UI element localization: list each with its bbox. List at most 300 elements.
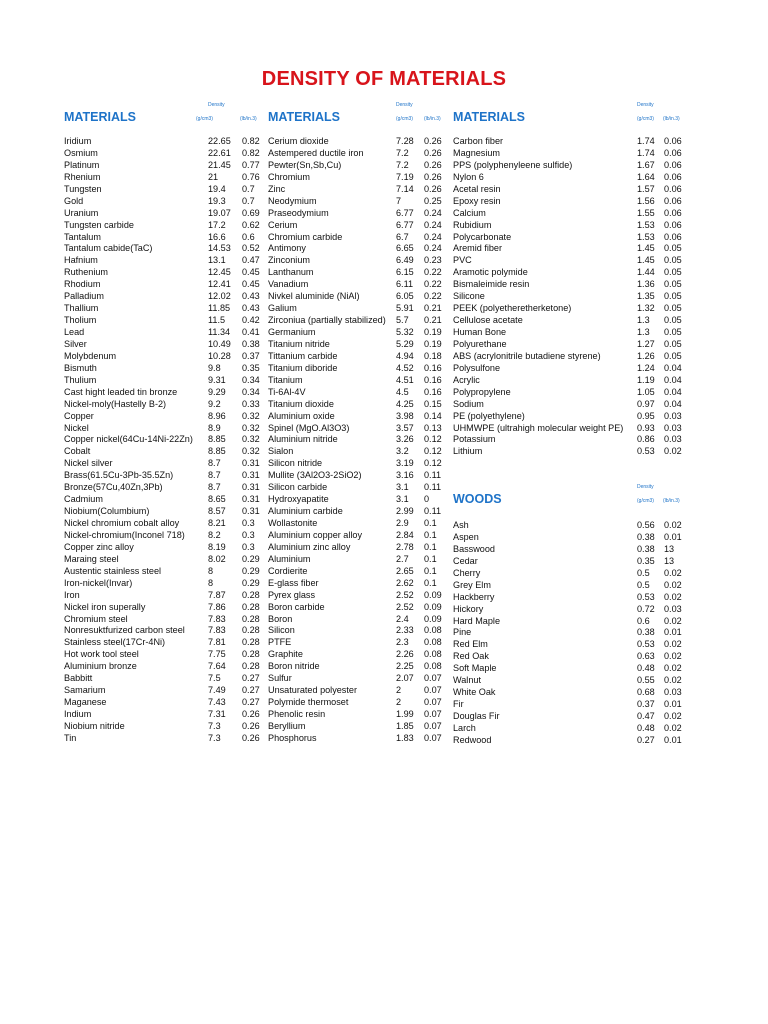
density-lbin3: 0.12 [424,458,442,469]
density-gcm3: 5.32 [396,327,414,337]
material-name: Polysulfone [453,362,501,373]
material-name: PEEK (polyetheretherketone) [453,303,572,314]
material-name: Basswood [453,543,495,554]
density-lbin3: 0.09 [424,613,442,624]
density-gcm3: 7.31 [208,709,226,719]
material-name: Aluminium copper alloy [268,529,363,540]
density-gcm3: 12.02 [208,291,231,302]
density-gcm3: 19.3 [208,195,226,206]
density-gcm3: 3.26 [396,434,414,445]
density-gcm3: 1.74 [637,147,655,158]
density-gcm3: 3.16 [396,470,414,481]
density-lbin3: 0.04 [664,374,682,385]
material-name: Cellulose acetate [453,315,523,326]
density-gcm3: 12.41 [208,279,231,290]
density-gcm3: 0.53 [637,446,655,457]
material-name: Acrylic [453,374,480,385]
density-gcm3: 7.43 [208,697,226,708]
material-name: Lanthanum [268,267,314,278]
material-name: Cordierite [268,565,308,576]
density-lbin3: 0.06 [664,231,682,242]
material-name: Nickel [64,422,89,433]
material-name: Cobalt [64,446,91,457]
density-gcm3: 1.64 [637,171,655,182]
density-gcm3: 2 [396,685,402,696]
material-name: Nickel silver [64,458,113,469]
material-name: Grey Elm [453,579,491,590]
density-gcm3: 0.27 [637,734,655,745]
density-gcm3: 1.56 [637,195,655,206]
material-name: Copper zinc alloy [64,541,134,552]
density-gcm3: 8.2 [208,529,221,540]
density-gcm3: 0.86 [637,434,655,445]
density-gcm3: 2.9 [396,518,409,528]
material-name: Phenolic resin [268,709,326,719]
density-gcm3: 2.99 [396,506,414,517]
density-gcm3: 1.44 [637,267,655,278]
density-lbin3: 0.1 [424,565,437,576]
material-name: Rhenium [64,171,101,182]
density-lbin3: 0.02 [664,591,682,602]
density-lbin3: 0.02 [664,722,682,733]
density-lbin3: 0.41 [242,327,260,337]
density-lbin3: 0.05 [664,327,682,337]
material-name: Walnut [453,675,481,686]
density-gcm3: 8 [208,577,214,588]
density-lbin3: 0.28 [242,625,260,636]
density-gcm3: 0.37 [637,699,655,710]
unit-gcm3-label: (g/cm3) [637,498,654,504]
density-lbin3: 0.07 [424,685,442,696]
material-name: Hafnium [64,255,98,266]
material-name: Hickory [453,603,484,614]
density-gcm3: 5.7 [396,315,409,326]
density-gcm3: 7.5 [208,673,221,684]
density-lbin3: 0.01 [664,699,682,710]
density-gcm3: 2.62 [396,577,414,588]
material-name: ABS (acrylonitrile butadiene styrene) [453,350,601,361]
density-lbin3: 0.1 [424,518,437,528]
density-gcm3: 1.05 [637,386,655,397]
density-lbin3: 0.24 [424,219,442,230]
density-lbin3: 0.05 [664,338,682,349]
density-gcm3: 2.78 [396,541,414,552]
density-gcm3: 4.94 [396,350,414,361]
density-gcm3: 22.65 [208,136,231,146]
density-gcm3: 8.7 [208,470,221,481]
material-name: Zinc [268,183,286,194]
material-name: Zirconiua (partially stabilized) [268,315,386,326]
material-name: Uranium [64,207,99,218]
density-lbin3: 0.1 [424,553,437,564]
density-gcm3: 7.3 [208,732,221,743]
density-lbin3: 0.76 [242,171,260,182]
density-lbin3: 0.7 [242,183,255,194]
density-gcm3: 0.55 [637,675,655,686]
density-lbin3: 0.06 [664,171,682,182]
section-heading: WOODS [453,492,502,506]
density-lbin3: 0.43 [242,303,260,314]
density-lbin3: 0 [424,494,430,505]
density-lbin3: 0.26 [242,720,260,731]
material-name: Cedar [453,555,478,566]
material-name: Nivkel aluminide (NiAl) [268,291,360,302]
material-name: Tholium [64,315,97,326]
density-gcm3: 1.53 [637,231,655,242]
density-gcm3: 21.45 [208,159,231,170]
density-lbin3: 0.69 [242,207,260,218]
density-lbin3: 0.02 [664,567,682,578]
density-gcm3: 4.25 [396,398,414,409]
material-name: Silicon carbide [268,482,328,493]
density-lbin3: 0.06 [664,147,682,158]
density-gcm3: 0.68 [637,687,655,698]
density-lbin3: 0.03 [664,687,682,698]
density-lbin3: 0.05 [664,255,682,266]
material-name: Antimony [268,243,306,254]
material-name: Aluminium nitride [268,434,338,445]
density-lbin3: 0.42 [242,315,260,326]
material-name: Aspen [453,531,479,542]
density-label: Density [208,102,225,108]
unit-lbin3-label: (lb/in.3) [240,116,257,122]
density-gcm3: 1.45 [637,255,655,266]
density-lbin3: 0.12 [424,434,442,445]
density-lbin3: 0.06 [664,136,682,146]
density-lbin3: 0.06 [664,159,682,170]
density-lbin3: 0.28 [242,637,260,648]
density-gcm3: 2.33 [396,625,414,636]
density-lbin3: 0.07 [424,697,442,708]
density-lbin3: 0.11 [424,470,442,481]
density-gcm3: 2.3 [396,637,409,648]
density-gcm3: 1.45 [637,243,655,254]
material-name: Ruthenium [64,267,108,278]
material-name: Larch [453,722,476,733]
density-gcm3: 0.38 [637,543,655,554]
material-name: Rhodium [64,279,101,290]
density-lbin3: 0.05 [664,267,682,278]
density-lbin3: 0.38 [242,338,260,349]
density-gcm3: 2.26 [396,649,414,660]
material-name: Human Bone [453,327,507,337]
density-gcm3: 1.57 [637,183,655,194]
material-name: Nickel-moly(Hastelly B-2) [64,398,167,409]
density-lbin3: 0.31 [242,482,260,493]
density-lbin3: 0.26 [424,171,442,182]
material-name: Nickel iron superally [64,601,146,612]
material-name: Silicon [268,625,295,636]
density-lbin3: 0.28 [242,589,260,600]
density-lbin3: 0.08 [424,625,442,636]
material-name: Pewter(Sn,Sb,Cu) [268,159,342,170]
density-lbin3: 0.07 [424,732,442,743]
material-name: Maganese [64,697,107,708]
density-gcm3: 8.02 [208,553,226,564]
material-name: Graphite [268,649,303,660]
material-name: Indium [64,709,92,719]
density-gcm3: 1.99 [396,709,414,719]
density-gcm3: 10.28 [208,350,231,361]
density-gcm3: 1.19 [637,374,655,385]
density-lbin3: 0.1 [424,541,437,552]
density-gcm3: 7.49 [208,685,226,696]
density-gcm3: 4.52 [396,362,414,373]
density-gcm3: 3.1 [396,494,409,505]
material-name: Osmium [64,147,98,158]
density-gcm3: 2.25 [396,661,414,672]
density-lbin3: 0.08 [424,661,442,672]
density-lbin3: 0.26 [424,183,442,194]
material-name: Bismuth [64,362,97,373]
material-name: Polyurethane [453,338,507,349]
density-gcm3: 7.81 [208,637,226,648]
density-gcm3: 11.5 [208,315,226,326]
material-name: Babbitt [64,673,93,684]
density-gcm3: 1.55 [637,207,655,218]
density-lbin3: 0.01 [664,627,682,638]
density-gcm3: 0.5 [637,579,650,590]
density-lbin3: 0.28 [242,601,260,612]
material-name: Douglas Fir [453,711,500,721]
density-lbin3: 0.03 [664,410,682,421]
density-lbin3: 0.31 [242,458,260,469]
density-lbin3: 0.05 [664,350,682,361]
density-gcm3: 0.53 [637,639,655,650]
density-lbin3: 0.31 [242,470,260,481]
density-lbin3: 0.16 [424,374,442,385]
density-lbin3: 0.82 [242,136,260,146]
material-name: PVC [453,255,472,266]
material-name: Cherry [453,567,481,578]
material-name: PPS (polyphenyleene sulfide) [453,159,573,170]
density-gcm3: 0.38 [637,531,655,542]
density-gcm3: 1.83 [396,732,414,743]
density-lbin3: 0.21 [424,303,442,314]
material-name: Cast hight leaded tin bronze [64,386,178,397]
density-lbin3: 0.05 [664,303,682,314]
density-gcm3: 0.6 [637,615,650,626]
density-lbin3: 0.03 [664,603,682,614]
density-gcm3: 1.85 [396,720,414,731]
density-lbin3: 0.06 [664,195,682,206]
density-gcm3: 9.8 [208,362,221,373]
density-lbin3: 0.33 [242,398,260,409]
material-name: Tin [64,732,77,743]
density-lbin3: 0.01 [664,531,682,542]
material-name: Carbon fiber [453,136,504,146]
density-lbin3: 0.07 [424,673,442,684]
material-name: Tungsten [64,183,102,194]
material-name: Tantalum cabide(TaC) [64,243,153,254]
density-gcm3: 7.83 [208,625,226,636]
density-gcm3: 1.35 [637,291,655,302]
density-gcm3: 1.3 [637,327,650,337]
unit-lbin3-label: (lb/in.3) [663,116,680,122]
material-name: Phosphorus [268,732,317,743]
material-name: Niobium(Columbium) [64,506,150,517]
density-lbin3: 0.03 [664,434,682,445]
density-lbin3: 0.24 [424,243,442,254]
density-gcm3: 19.07 [208,207,231,218]
material-name: Hydroxyapatite [268,494,329,505]
material-name: Ti-6Al-4V [268,386,306,397]
density-lbin3: 0.06 [664,219,682,230]
density-lbin3: 0.08 [424,637,442,648]
unit-gcm3-label: (g/cm3) [396,116,413,122]
density-lbin3: 0.32 [242,422,260,433]
density-lbin3: 0.62 [242,219,260,230]
material-name: Nickel-chromium(Inconel 718) [64,529,185,540]
density-lbin3: 0.3 [242,541,255,552]
material-name: Titanium diboride [268,362,338,373]
density-lbin3: 0.24 [424,207,442,218]
density-lbin3: 0.27 [242,673,260,684]
density-lbin3: 0.02 [664,663,682,674]
density-lbin3: 0.26 [424,159,442,170]
density-gcm3: 0.95 [637,410,655,421]
density-gcm3: 6.77 [396,219,414,230]
density-lbin3: 0.02 [664,675,682,686]
density-lbin3: 0.26 [242,709,260,719]
density-gcm3: 6.15 [396,267,414,278]
density-lbin3: 0.18 [424,350,442,361]
density-gcm3: 3.57 [396,422,414,433]
density-lbin3: 0.34 [242,374,260,385]
material-name: Brass(61.5Cu-3Pb-35.5Zn) [64,470,174,481]
density-lbin3: 0.28 [242,661,260,672]
density-lbin3: 0.02 [664,615,682,626]
density-lbin3: 0.3 [242,529,255,540]
density-lbin3: 0.1 [424,577,437,588]
density-lbin3: 0.31 [242,494,260,505]
material-name: Aluminium zinc alloy [268,541,351,552]
density-gcm3: 2.07 [396,673,414,684]
density-gcm3: 0.47 [637,711,655,721]
unit-gcm3-label: (g/cm3) [637,116,654,122]
density-lbin3: 0.13 [424,422,442,433]
density-lbin3: 13 [664,555,675,566]
material-name: Astempered ductile iron [268,147,364,158]
density-gcm3: 6.65 [396,243,414,254]
material-name: Magnesium [453,147,501,158]
density-lbin3: 0.04 [664,362,682,373]
density-lbin3: 0.11 [424,482,442,493]
material-name: Bismaleimide resin [453,279,530,290]
material-name: Polymide thermoset [268,697,349,708]
density-lbin3: 0.06 [664,207,682,218]
density-gcm3: 0.97 [637,398,655,409]
density-lbin3: 0.35 [242,362,260,373]
density-gcm3: 7.28 [396,136,414,146]
material-name: Chromium carbide [268,231,343,242]
density-lbin3: 13 [664,543,675,554]
density-gcm3: 6.05 [396,291,414,302]
material-name: Unsaturated polyester [268,685,357,696]
material-name: Praseodymium [268,207,329,218]
density-lbin3: 0.22 [424,267,442,278]
density-gcm3: 21 [208,171,219,182]
density-gcm3: 1.67 [637,159,655,170]
density-lbin3: 0.12 [424,446,442,457]
density-lbin3: 0.15 [424,398,442,409]
material-name: Tantalum [64,231,101,242]
section-heading: MATERIALS [453,110,525,124]
density-gcm3: 3.1 [396,482,409,493]
material-name: Zinconium [268,255,310,266]
density-gcm3: 17.2 [208,219,226,230]
density-lbin3: 0.21 [424,315,442,326]
density-lbin3: 0.43 [242,291,260,302]
material-name: Galium [268,303,297,314]
material-name: Lead [64,327,85,337]
material-name: Boron carbide [268,601,325,612]
density-gcm3: 0.48 [637,663,655,674]
material-name: Soft Maple [453,663,497,674]
material-name: Polypropylene [453,386,511,397]
density-lbin3: 0.77 [242,159,260,170]
density-gcm3: 9.2 [208,398,221,409]
density-gcm3: 19.4 [208,183,226,194]
density-gcm3: 0.72 [637,603,655,614]
material-name: Neodymium [268,195,317,206]
material-name: Nonresuktfurized carbon steel [64,625,185,636]
density-lbin3: 0.29 [242,565,260,576]
material-name: Tittanium carbide [268,350,338,361]
material-name: Copper [64,410,94,421]
density-gcm3: 6.77 [396,207,414,218]
density-gcm3: 0.5 [637,567,650,578]
density-gcm3: 2.65 [396,565,414,576]
density-lbin3: 0.26 [424,136,442,146]
density-lbin3: 0.28 [242,649,260,660]
density-lbin3: 0.19 [424,338,442,349]
density-lbin3: 0.19 [424,327,442,337]
material-name: Hard Maple [453,615,501,626]
density-lbin3: 0.04 [664,398,682,409]
density-lbin3: 0.05 [664,315,682,326]
material-name: PTFE [268,637,292,648]
density-lbin3: 0.22 [424,279,442,290]
material-name: Redwood [453,734,492,745]
density-gcm3: 1.74 [637,136,655,146]
material-name: Molybdenum [64,350,117,361]
density-lbin3: 0.09 [424,589,442,600]
material-name: Hackberry [453,591,495,602]
material-name: Calcium [453,207,486,218]
density-gcm3: 0.35 [637,555,655,566]
density-gcm3: 3.2 [396,446,409,457]
density-gcm3: 8.85 [208,446,226,457]
density-gcm3: 13.1 [208,255,226,266]
density-lbin3: 0.29 [242,553,260,564]
density-lbin3: 0.22 [424,291,442,302]
density-lbin3: 0.03 [664,422,682,433]
density-lbin3: 0.32 [242,446,260,457]
material-name: Iridium [64,136,92,146]
material-name: Aluminium oxide [268,410,335,421]
density-lbin3: 0.3 [242,518,255,528]
material-name: Thallium [64,303,99,314]
material-name: Fir [453,699,464,710]
density-lbin3: 0.05 [664,279,682,290]
density-label: Density [396,102,413,108]
density-gcm3: 6.49 [396,255,414,266]
density-lbin3: 0.45 [242,279,260,290]
density-gcm3: 2.84 [396,529,414,540]
material-name: Titanium nitride [268,338,330,349]
material-name: Aluminium [268,553,311,564]
